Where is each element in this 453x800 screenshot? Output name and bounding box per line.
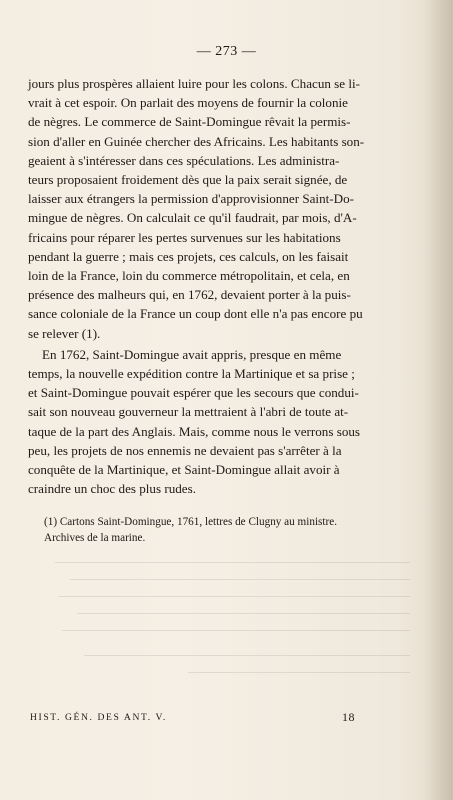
text-line: sance coloniale de la France un coup dont elle n'a pas encore pu [28,306,363,322]
footnote-line: Archives de la marine. [44,532,146,544]
text-line: pendant la guerre ; mais ces projets, ces calculs, on les faisait [28,248,349,264]
page-edge-shadow [423,0,453,800]
footnote [44,514,404,546]
text-line: se relever (1). [28,325,101,341]
text-line: taque de la part des Anglais. Mais, comme nous le verrons sous [28,423,361,439]
page-number-header: — 273 — [196,44,257,59]
bleed-through-texture [40,548,410,698]
text-line: loin de la France, loin du commerce métropolitain, et cela, en [28,268,350,284]
signature-mark: 18 [342,710,355,724]
text-line: geaient à s'intéresser dans ces spéculations. Les administra- [28,152,340,168]
text-line: laisser aux étrangers la permission d'approvisionner Saint-Do- [28,191,354,207]
footnote-line: (1) Cartons Saint-Domingue, 1761, lettres de Clugny au ministre. [44,516,338,528]
text-line: et Saint-Domingue pouvait espérer que les secours que condui- [28,385,359,401]
body-text [28,74,400,498]
paragraph-1 [28,74,400,343]
running-title: HIST. GÉN. DES ANT. V. [30,712,167,723]
text-line: conquête de la Martinique, et Saint-Domingue allait avoir à [28,462,340,478]
paragraph-2 [28,345,400,499]
text-line: sion d'aller en Guinée chercher des Africains. Les habitants son- [28,133,365,149]
text-line: vrait à cet espoir. On parlait des moyens de fournir la colonie [28,95,348,111]
text-line: En 1762, Saint-Domingue avait appris, presque en même [42,346,342,362]
text-line: temps, la nouvelle expédition contre la Martinique et sa prise ; [28,366,355,382]
text-line: teurs proposaient froidement dès que la paix serait signée, de [28,172,348,188]
text-line: peu, les projets de nos ennemis ne devaient pas s'arrêter à la [28,442,342,458]
text-line: sait son nouveau gouverneur la mettraient à l'abri de toute at- [28,404,349,420]
text-line: présence des malheurs qui, en 1762, devaient porter à la puis- [28,287,351,303]
page-footer [30,712,400,723]
text-line: fricains pour réparer les pertes survenues sur les habitations [28,229,341,245]
text-line: de nègres. Le commerce de Saint-Domingue rêvait la permis- [28,114,351,130]
text-line: jours plus prospères allaient luire pour les colons. Chacun se li- [28,76,360,91]
text-line: mingue de nègres. On calculait ce qu'il faudrait, par mois, d'A- [28,210,357,226]
text-line: craindre un choc des plus rudes. [28,481,196,497]
